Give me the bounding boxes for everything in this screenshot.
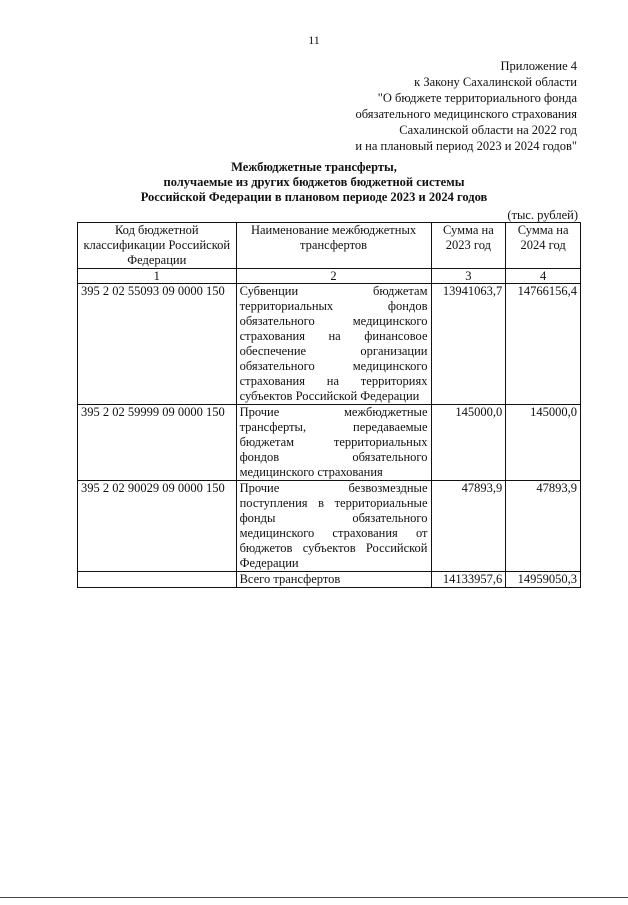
- column-number: 3: [431, 269, 506, 284]
- row-sum-2023: 47893,9: [431, 481, 506, 572]
- row-sum-2024: 145000,0: [506, 405, 581, 481]
- transfers-table: [77, 222, 581, 588]
- table-row: [78, 284, 581, 405]
- title-line: Межбюджетные трансферты,: [231, 160, 397, 174]
- row-name: Прочие межбюджетные трансферты, передаваемые бюджетам территориальных фондов обязательного медицинского страхования: [236, 405, 431, 481]
- row-code: 395 2 02 55093 09 0000 150: [78, 284, 237, 405]
- title-line: получаемые из других бюджетов бюджетной системы: [163, 175, 465, 189]
- table-row: [78, 405, 581, 481]
- row-code: 395 2 02 59999 09 0000 150: [78, 405, 237, 481]
- appendix-line: и на плановый период 2023 и 2024 годов": [355, 139, 577, 153]
- total-code-empty: [78, 572, 237, 588]
- row-code: 395 2 02 90029 09 0000 150: [78, 481, 237, 572]
- table-row: [78, 481, 581, 572]
- column-number: 1: [78, 269, 237, 284]
- appendix-line: Приложение 4: [500, 59, 577, 73]
- column-number: 4: [506, 269, 581, 284]
- units-label: (тыс. рублей): [507, 208, 578, 222]
- header-sum-2023: Сумма на 2023 год: [431, 223, 506, 269]
- column-number-row: [78, 269, 581, 284]
- appendix-header: [277, 58, 577, 154]
- header-sum-2024: Сумма на 2024 год: [506, 223, 581, 269]
- total-row: [78, 572, 581, 588]
- row-sum-2023: 145000,0: [431, 405, 506, 481]
- row-name: Субвенции бюджетам территориальных фондов обязательного медицинского страхования на финансовое обеспечение организации обязательного медицинского страхования на территориях субъектов Российской Федерации: [236, 284, 431, 405]
- total-sum-2024: 14959050,3: [506, 572, 581, 588]
- header-code: Код бюджетной классификации Российской Федерации: [78, 223, 237, 269]
- page-number: 11: [308, 33, 320, 47]
- total-label: Всего трансфертов: [236, 572, 431, 588]
- title-line: Российской Федерации в плановом периоде 2023 и 2024 годов: [140, 190, 488, 204]
- appendix-line: "О бюджете территориального фонда: [377, 91, 577, 105]
- appendix-line: Сахалинской области на 2022 год: [399, 123, 577, 137]
- total-sum-2023: 14133957,6: [431, 572, 506, 588]
- row-sum-2023: 13941063,7: [431, 284, 506, 405]
- appendix-line: к Закону Сахалинской области: [414, 75, 577, 89]
- table-header-row: [78, 223, 581, 269]
- document-title: [0, 160, 628, 205]
- column-number: 2: [236, 269, 431, 284]
- page-bottom-rule: [0, 897, 628, 898]
- row-sum-2024: 47893,9: [506, 481, 581, 572]
- header-name: Наименование межбюджетных трансфертов: [236, 223, 431, 269]
- appendix-line: обязательного медицинского страхования: [355, 107, 577, 121]
- row-name: Прочие безвозмездные поступления в территориальные фонды обязательного медицинского страхования от бюджетов субъектов Российской Федерации: [236, 481, 431, 572]
- row-sum-2024: 14766156,4: [506, 284, 581, 405]
